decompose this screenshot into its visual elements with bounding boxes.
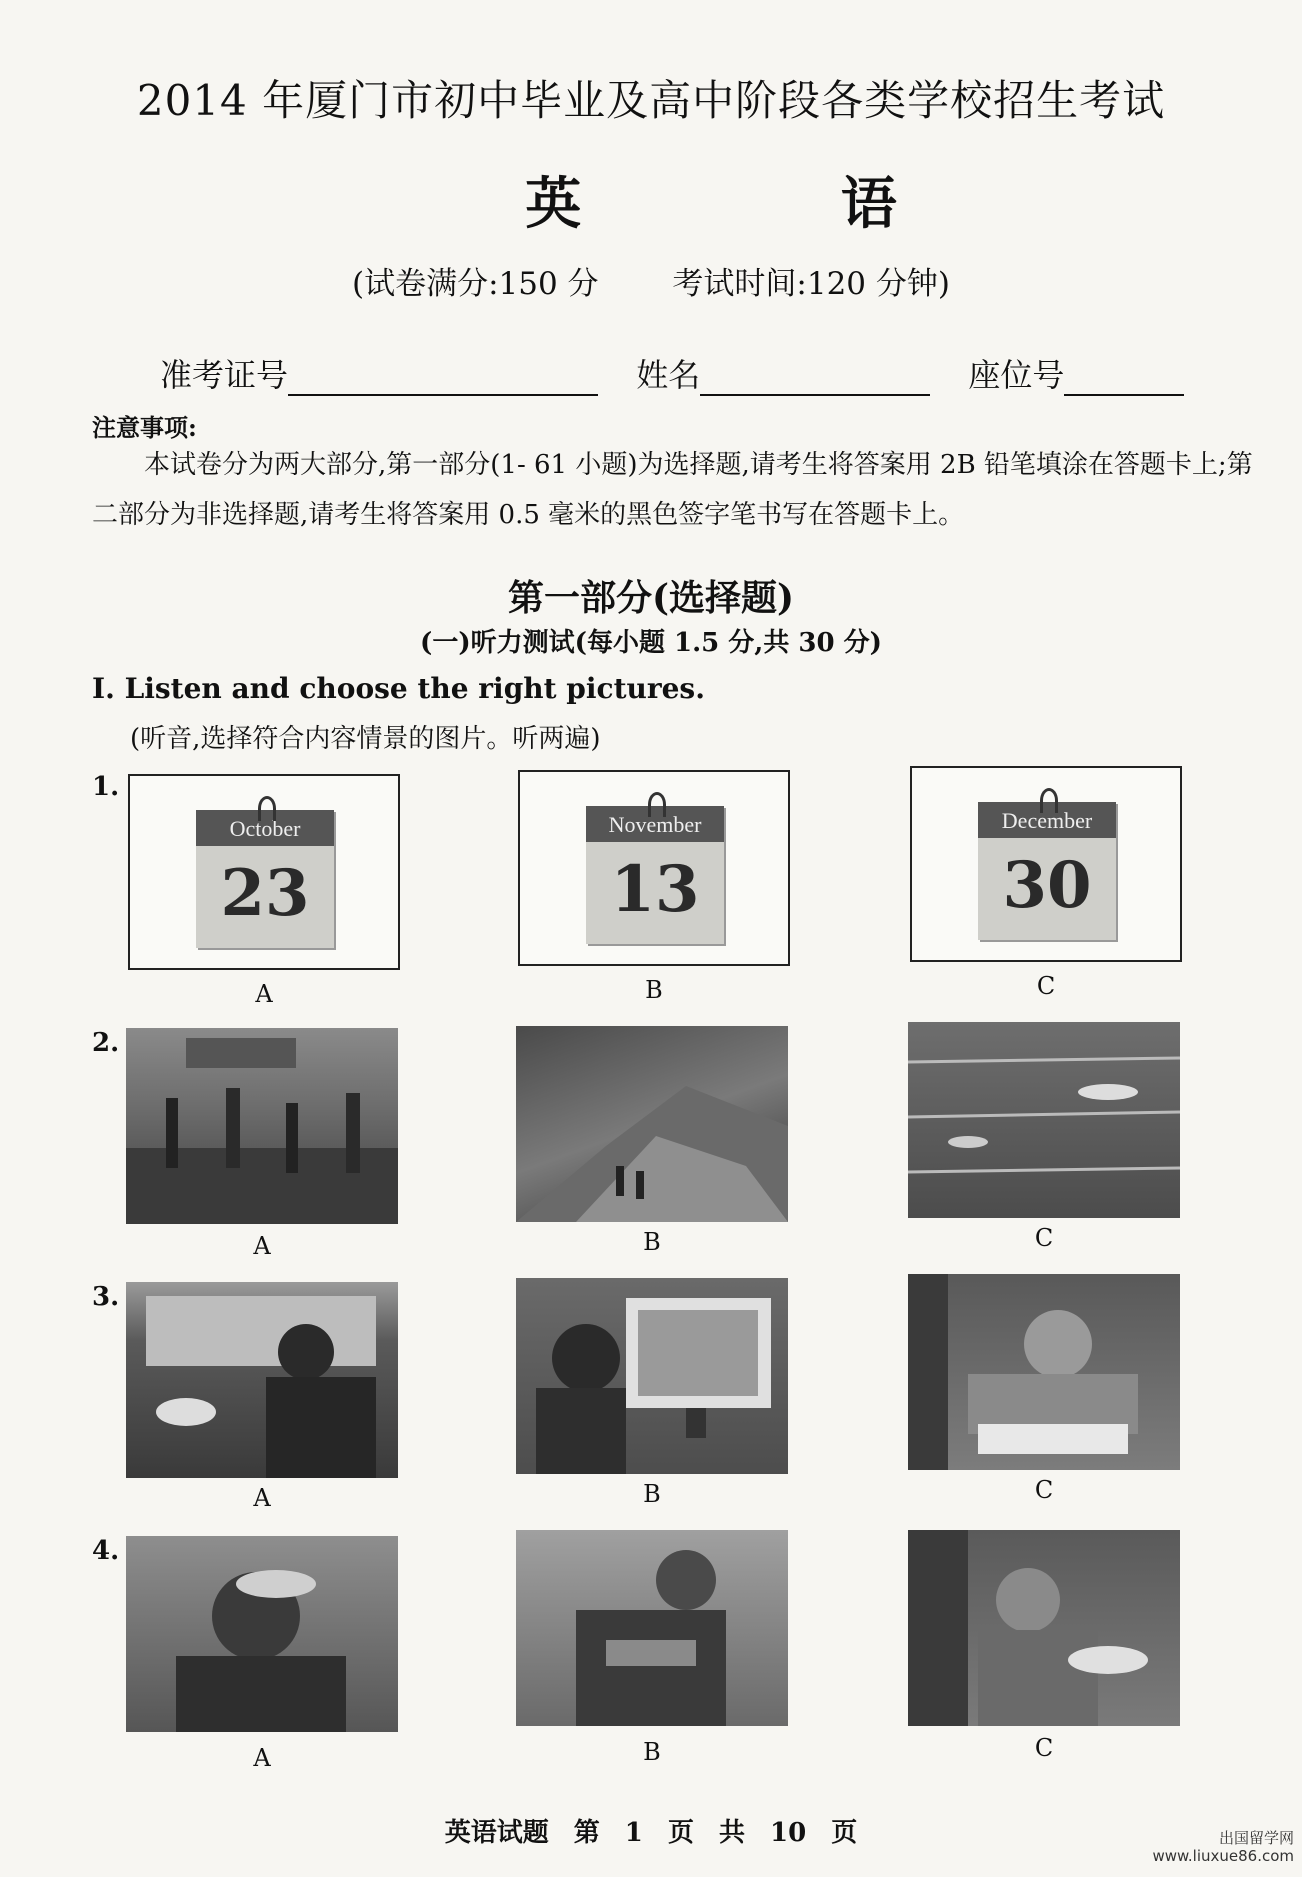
seat-field[interactable]	[968, 350, 1184, 396]
calendar-icon	[196, 810, 334, 948]
photo-injured-art	[908, 1530, 1180, 1726]
question-subheading: (听音,选择符合内容情景的图片。听两遍)	[130, 724, 601, 754]
photo-computer[interactable]	[516, 1278, 788, 1474]
calendar-icon	[978, 802, 1116, 940]
photo-computer-art	[516, 1278, 788, 1474]
calendar-ring	[648, 792, 666, 817]
photo-sports-crowd[interactable]	[126, 1028, 398, 1224]
option-label: B	[643, 1738, 661, 1766]
photo-injured-arm[interactable]	[908, 1530, 1180, 1726]
option-label: A	[255, 980, 273, 1008]
candidate-fields	[160, 350, 1220, 396]
exam-title: 2014 年厦门市初中毕业及高中阶段各类学校招生考试	[136, 76, 1166, 125]
seat-label: 座位号	[968, 356, 1065, 394]
question-number: 1.	[92, 772, 120, 802]
question-number: 3.	[92, 1282, 120, 1312]
option-label: C	[1034, 1734, 1054, 1762]
calendar-picture-c[interactable]	[910, 766, 1182, 962]
exam-meta	[0, 258, 1302, 303]
exam-number-blank[interactable]	[288, 360, 598, 396]
photo-studying-art	[908, 1274, 1180, 1470]
option-label: A	[253, 1744, 271, 1772]
name-blank[interactable]	[700, 360, 930, 396]
photo-studying[interactable]	[908, 1274, 1180, 1470]
exam-duration: 考试时间:120 分钟)	[672, 266, 950, 302]
option-label: B	[643, 1480, 661, 1508]
seat-blank[interactable]	[1064, 360, 1184, 396]
question-heading: I. Listen and choose the right pictures.	[92, 672, 705, 705]
photo-stomachache-art	[516, 1530, 788, 1726]
exam-number-label: 准考证号	[160, 356, 289, 394]
photo-headache[interactable]	[126, 1536, 398, 1732]
calendar-month: December	[978, 802, 1116, 838]
notice-body: 本试卷分为两大部分,第一部分(1- 61 小题)为选择题,请考生将答案用 2B 铅笔填涂在答题卡上;第二部分为非选择题,请考生将答案用 0.5 毫米的黑色签字笔书写在答题卡上。	[92, 450, 1253, 530]
photo-swimming-pool[interactable]	[908, 1022, 1180, 1218]
name-field[interactable]	[636, 350, 930, 396]
site-watermark[interactable]	[1152, 1829, 1294, 1865]
calendar-month: November	[586, 806, 724, 842]
calendar-day: 30	[1002, 848, 1092, 923]
photo-tv-art	[126, 1282, 398, 1478]
question-number: 4.	[92, 1536, 120, 1566]
calendar-ring	[1040, 788, 1058, 813]
question-number: 2.	[92, 1028, 120, 1058]
option-label: A	[253, 1484, 271, 1512]
option-label: C	[1034, 1224, 1054, 1252]
option-label: B	[643, 1228, 661, 1256]
watermark-site-name: 出国留学网	[1218, 1829, 1294, 1847]
photo-pool-art	[908, 1022, 1180, 1218]
photo-mountain-art	[516, 1026, 788, 1222]
watermark-url: www.liuxue86.com	[1152, 1847, 1294, 1865]
exam-number-field[interactable]	[160, 350, 598, 396]
option-label: B	[645, 976, 663, 1004]
page-footer: 英语试题 第 1 页 共 10 页	[444, 1818, 858, 1848]
calendar-icon	[586, 806, 724, 944]
photo-stomachache[interactable]	[516, 1530, 788, 1726]
photo-headache-art	[126, 1536, 398, 1732]
calendar-picture-a[interactable]	[128, 774, 400, 970]
photo-sports-crowd-art	[126, 1028, 398, 1224]
full-score: (试卷满分:150 分	[352, 266, 599, 302]
calendar-day: 23	[220, 856, 310, 931]
calendar-picture-b[interactable]	[518, 770, 790, 966]
part-title: 第一部分(选择题)	[507, 577, 795, 619]
subject-title: 英 语	[525, 171, 1017, 237]
photo-mountain-climbers[interactable]	[516, 1026, 788, 1222]
section-title: (一)听力测试(每小题 1.5 分,共 30 分)	[420, 628, 882, 658]
option-label: A	[253, 1232, 271, 1260]
option-label: C	[1036, 972, 1056, 1000]
calendar-month: October	[196, 810, 334, 846]
option-label: C	[1034, 1476, 1054, 1504]
calendar-ring	[258, 796, 276, 821]
name-label: 姓名	[636, 356, 701, 394]
calendar-day: 13	[610, 852, 700, 927]
photo-watching-tv[interactable]	[126, 1282, 398, 1478]
notice-title: 注意事项:	[92, 413, 197, 442]
